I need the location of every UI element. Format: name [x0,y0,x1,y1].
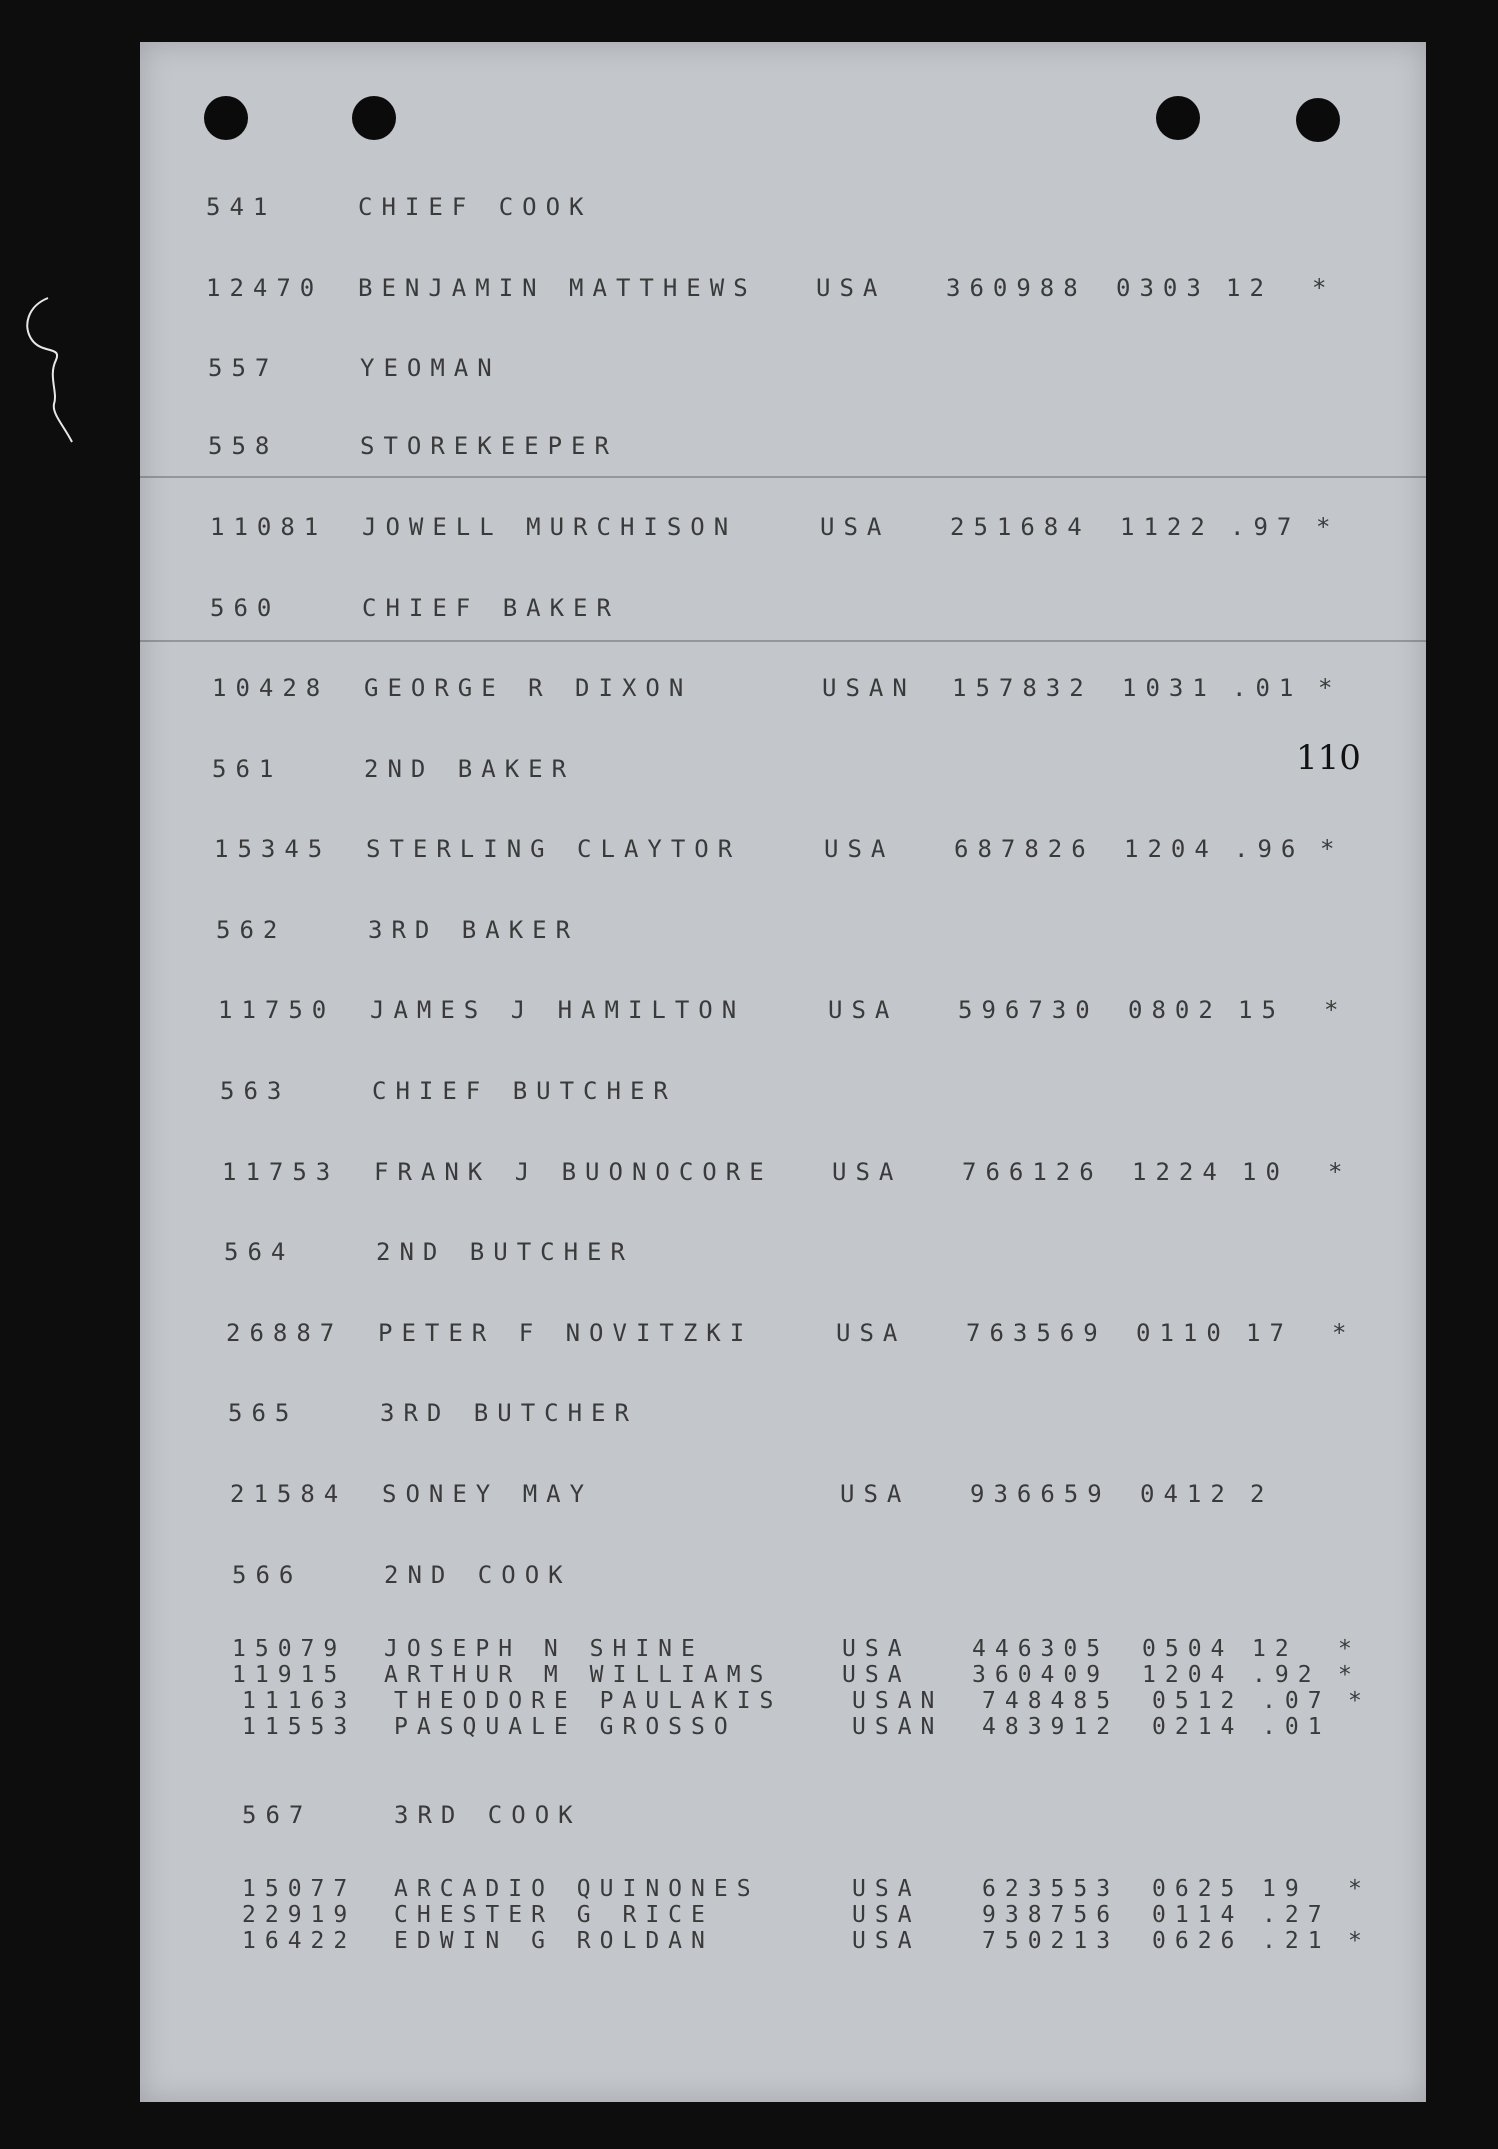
crew-name: PASQUALE GROSSO [394,1714,737,1740]
date-code: 0626 [1152,1928,1244,1954]
rating-title: 2ND BUTCHER [376,1238,634,1266]
asterisk-mark: * [1316,513,1340,541]
crew-name: ARTHUR M WILLIAMS [384,1662,773,1688]
book-number: 11750 [218,996,336,1024]
crew-name: BENJAMIN MATTHEWS [358,274,757,302]
book-number: 26887 [226,1319,344,1347]
rating-header-row [216,915,1396,945]
citizenship: USAN [822,674,916,702]
value-code: .97 [1230,513,1301,541]
rating-code: 541 [206,193,277,221]
book-number: 15079 [232,1636,347,1662]
book-number: 10428 [212,674,330,702]
asterisk-mark: * [1324,996,1348,1024]
value-code: 19 [1262,1876,1308,1902]
value-code: 12 [1226,274,1273,302]
crew-name: EDWIN G ROLDAN [394,1928,714,1954]
crew-entry-row [242,1688,1422,1714]
id-number: 360409 [972,1662,1110,1688]
book-number: 12470 [206,274,324,302]
crew-entry-row [226,1318,1406,1348]
date-code: 0625 [1152,1876,1244,1902]
rating-code: 557 [208,354,279,382]
crew-name: JAMES J HAMILTON [370,996,746,1024]
value-code: .01 [1262,1714,1331,1740]
id-number: 446305 [972,1636,1110,1662]
book-number: 21584 [230,1480,348,1508]
rating-header-row [220,1076,1400,1106]
crew-name: STERLING CLAYTOR [366,835,742,863]
rating-header-row [228,1398,1408,1428]
crew-entry-row [214,834,1394,864]
id-number: 157832 [952,674,1093,702]
rating-code: 566 [232,1561,303,1589]
citizenship: USA [842,1636,911,1662]
id-number: 360988 [946,274,1087,302]
date-code: 0512 [1152,1688,1244,1714]
id-number: 596730 [958,996,1099,1024]
punch-hole-3 [1156,96,1200,140]
date-code: 1204 [1124,835,1218,863]
document-page [140,42,1426,2102]
punch-hole-1 [204,96,248,140]
rating-header-row [208,431,1388,461]
crew-entry-row [212,673,1392,703]
book-number: 11163 [242,1688,357,1714]
asterisk-mark: * [1328,1158,1352,1186]
date-code: 0110 [1136,1319,1230,1347]
book-number: 11753 [222,1158,340,1186]
date-code: 1224 [1132,1158,1226,1186]
citizenship: USA [816,274,887,302]
value-code: 12 [1252,1636,1298,1662]
crew-entry-row [242,1876,1422,1902]
citizenship: USA [852,1928,921,1954]
rating-code: 558 [208,432,279,460]
value-code: .01 [1232,674,1303,702]
value-code: .96 [1234,835,1305,863]
rating-header-row [242,1800,1422,1830]
punch-hole-2 [352,96,396,140]
rating-title: 3RD BAKER [368,916,580,944]
id-number: 483912 [982,1714,1120,1740]
id-number: 623553 [982,1876,1120,1902]
id-number: 936659 [970,1480,1111,1508]
book-number: 15345 [214,835,332,863]
value-code: 15 [1238,996,1285,1024]
rating-code: 560 [210,594,281,622]
id-number: 748485 [982,1688,1120,1714]
crew-name: JOSEPH N SHINE [384,1636,704,1662]
citizenship: USA [820,513,891,541]
crew-name: PETER F NOVITZKI [378,1319,754,1347]
punch-hole-4 [1296,98,1340,142]
asterisk-mark: * [1312,274,1336,302]
crew-entry-row [242,1902,1422,1928]
value-code: .07 [1262,1688,1331,1714]
citizenship: USA [836,1319,907,1347]
rating-title: 2ND COOK [384,1561,572,1589]
date-code: 1204 [1142,1662,1234,1688]
citizenship: USA [824,835,895,863]
rating-header-row [212,754,1392,784]
date-code: 0412 [1140,1480,1234,1508]
value-code: .92 [1252,1662,1321,1688]
rating-title: CHIEF BAKER [362,594,620,622]
thread-mark [18,296,88,446]
crew-name: THEODORE PAULAKIS [394,1688,783,1714]
asterisk-mark: * [1320,835,1344,863]
asterisk-mark: * [1338,1662,1361,1688]
asterisk-mark: * [1348,1928,1371,1954]
citizenship: USA [828,996,899,1024]
value-code: 10 [1242,1158,1289,1186]
rating-title: 2ND BAKER [364,755,576,783]
crew-name: JOWELL MURCHISON [362,513,738,541]
asterisk-mark: * [1348,1688,1371,1714]
page-number-stamp: 110 [1296,738,1361,778]
book-number: 22919 [242,1902,357,1928]
rating-code: 563 [220,1077,291,1105]
crew-entry-row [210,512,1390,542]
asterisk-mark: * [1338,1636,1361,1662]
asterisk-mark: * [1348,1876,1371,1902]
id-number: 938756 [982,1902,1120,1928]
crew-name: FRANK J BUONOCORE [374,1158,773,1186]
citizenship: USA [852,1876,921,1902]
book-number: 11081 [210,513,328,541]
value-code: .27 [1262,1902,1331,1928]
book-number: 15077 [242,1876,357,1902]
rating-header-row [210,593,1390,623]
value-code: 17 [1246,1319,1293,1347]
citizenship: USA [852,1902,921,1928]
rating-title: CHIEF BUTCHER [372,1077,677,1105]
value-code: 2 [1250,1480,1274,1508]
crew-entry-row [206,273,1386,303]
date-code: 0303 [1116,274,1210,302]
asterisk-mark: * [1318,674,1342,702]
crew-name: ARCADIO QUINONES [394,1876,760,1902]
citizenship: USA [842,1662,911,1688]
date-code: 0214 [1152,1714,1244,1740]
rating-code: 561 [212,755,283,783]
rating-title: YEOMAN [360,354,501,382]
id-number: 763569 [966,1319,1107,1347]
crew-name: GEORGE R DIXON [364,674,693,702]
crew-name: SONEY MAY [382,1480,594,1508]
asterisk-mark: * [1332,1319,1356,1347]
rating-code: 565 [228,1399,299,1427]
date-code: 0504 [1142,1636,1234,1662]
crew-entry-row [242,1714,1422,1740]
rating-header-row [232,1560,1412,1590]
crew-entry-row [222,1157,1402,1187]
rating-header-row [208,353,1388,383]
rating-header-row [206,192,1386,222]
crew-entry-row [218,995,1398,1025]
rating-title: 3RD BUTCHER [380,1399,638,1427]
fold-line-2 [140,640,1426,642]
rating-title: CHIEF COOK [358,193,593,221]
id-number: 750213 [982,1928,1120,1954]
rating-code: 562 [216,916,287,944]
crew-entry-row [232,1662,1412,1688]
rating-title: 3RD COOK [394,1801,582,1829]
rating-code: 567 [242,1801,313,1829]
citizenship: USAN [852,1688,944,1714]
date-code: 0802 [1128,996,1222,1024]
rating-code: 564 [224,1238,295,1266]
book-number: 11915 [232,1662,347,1688]
date-code: 1122 [1120,513,1214,541]
citizenship: USA [832,1158,903,1186]
citizenship: USA [840,1480,911,1508]
crew-entry-row [232,1636,1412,1662]
crew-entry-row [242,1928,1422,1954]
id-number: 251684 [950,513,1091,541]
citizenship: USAN [852,1714,944,1740]
crew-entry-row [230,1479,1410,1509]
book-number: 16422 [242,1928,357,1954]
id-number: 687826 [954,835,1095,863]
id-number: 766126 [962,1158,1103,1186]
rating-header-row [224,1237,1404,1267]
date-code: 0114 [1152,1902,1244,1928]
fold-line-1 [140,476,1426,478]
book-number: 11553 [242,1714,357,1740]
value-code: .21 [1262,1928,1331,1954]
date-code: 1031 [1122,674,1216,702]
rating-title: STOREKEEPER [360,432,618,460]
crew-name: CHESTER G RICE [394,1902,714,1928]
